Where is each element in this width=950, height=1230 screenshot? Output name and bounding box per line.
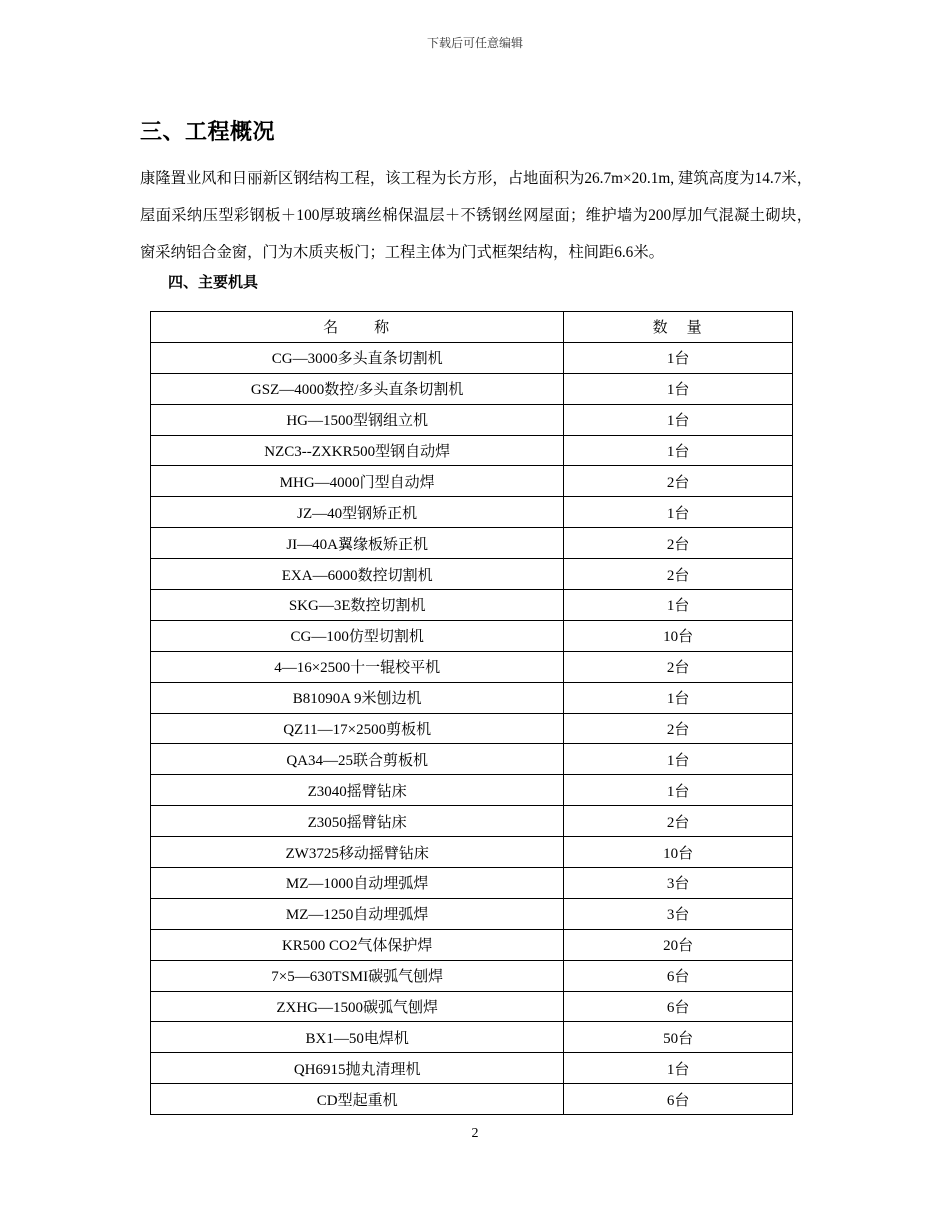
equipment-name: BX1—50电焊机	[151, 1022, 564, 1053]
equipment-quantity: 1台	[564, 342, 793, 373]
table-row	[151, 1022, 793, 1053]
page-header-note: 下载后可任意编辑	[426, 36, 523, 50]
table-row	[151, 466, 793, 497]
table-row	[151, 682, 793, 713]
table-row	[151, 435, 793, 466]
table-row	[151, 497, 793, 528]
table-row	[151, 559, 793, 590]
table-row	[151, 620, 793, 651]
equipment-name: JI—40A翼缘板矫正机	[151, 528, 564, 559]
table-row	[151, 837, 793, 868]
equipment-quantity: 2台	[564, 713, 793, 744]
equipment-quantity: 1台	[564, 1053, 793, 1084]
equipment-quantity: 2台	[564, 806, 793, 837]
equipment-quantity: 6台	[564, 960, 793, 991]
equipment-name: NZC3--ZXKR500型钢自动焊	[151, 435, 564, 466]
equipment-name: CG—3000多头直条切割机	[151, 342, 564, 373]
equipment-name: 7×5—630TSMI碳弧气刨焊	[151, 960, 564, 991]
equipment-name: B81090A 9米刨边机	[151, 682, 564, 713]
column-header-quantity: 数 量	[564, 312, 793, 343]
table-row	[151, 590, 793, 621]
equipment-quantity: 10台	[564, 837, 793, 868]
project-overview-paragraph: 康隆置业风和日丽新区钢结构工程，该工程为长方形，占地面积为26.7m×20.1m, 建筑高度为14.7米，屋面采纳压型彩钢板＋100厚玻璃丝棉保温层＋不锈钢丝网屋面；维护墙为200厚加气混凝土砌块，窗采纳铝合金窗，门为木质夹板门；工程主体为门式框架结构，柱间距6.6米。	[140, 170, 812, 261]
table-row	[151, 929, 793, 960]
equipment-quantity: 3台	[564, 868, 793, 899]
equipment-name: ZW3725移动摇臂钻床	[151, 837, 564, 868]
equipment-quantity: 1台	[564, 590, 793, 621]
equipment-quantity: 1台	[564, 404, 793, 435]
equipment-quantity: 1台	[564, 435, 793, 466]
equipment-name: Z3050摇臂钻床	[151, 806, 564, 837]
column-header-name: 名 称	[151, 312, 564, 343]
equipment-name: EXA—6000数控切割机	[151, 559, 564, 590]
equipment-name: CD型起重机	[151, 1084, 564, 1115]
equipment-quantity: 2台	[564, 559, 793, 590]
equipment-name: QA34—25联合剪板机	[151, 744, 564, 775]
table-row	[151, 868, 793, 899]
equipment-name: CG—100仿型切割机	[151, 620, 564, 651]
equipment-name: 4—16×2500十一辊校平机	[151, 651, 564, 682]
equipment-name: MZ—1250自动埋弧焊	[151, 898, 564, 929]
equipment-quantity: 1台	[564, 744, 793, 775]
equipment-name: ZXHG—1500碳弧气刨焊	[151, 991, 564, 1022]
table-row	[151, 373, 793, 404]
equipment-name: Z3040摇臂钻床	[151, 775, 564, 806]
equipment-quantity: 1台	[564, 775, 793, 806]
table-row	[151, 713, 793, 744]
equipment-quantity: 6台	[564, 991, 793, 1022]
equipment-name: JZ—40型钢矫正机	[151, 497, 564, 528]
table-row	[151, 528, 793, 559]
equipment-name: MHG—4000门型自动焊	[151, 466, 564, 497]
equipment-name: MZ—1000自动埋弧焊	[151, 868, 564, 899]
equipment-name: HG—1500型钢组立机	[151, 404, 564, 435]
equipment-name: GSZ—4000数控/多头直条切割机	[151, 373, 564, 404]
table-row	[151, 651, 793, 682]
equipment-table-body	[151, 342, 793, 1114]
equipment-quantity: 10台	[564, 620, 793, 651]
equipment-quantity: 2台	[564, 466, 793, 497]
equipment-quantity: 6台	[564, 1084, 793, 1115]
equipment-name: KR500 CO2气体保护焊	[151, 929, 564, 960]
table-row	[151, 775, 793, 806]
equipment-quantity: 50台	[564, 1022, 793, 1053]
table-header-row	[151, 312, 793, 343]
equipment-table	[150, 311, 793, 1115]
equipment-quantity: 20台	[564, 929, 793, 960]
equipment-quantity: 1台	[564, 682, 793, 713]
equipment-quantity: 1台	[564, 373, 793, 404]
equipment-quantity: 1台	[564, 497, 793, 528]
equipment-name: QH6915抛丸清理机	[151, 1053, 564, 1084]
equipment-quantity: 2台	[564, 528, 793, 559]
table-row	[151, 744, 793, 775]
equipment-quantity: 2台	[564, 651, 793, 682]
table-row	[151, 1053, 793, 1084]
equipment-quantity: 3台	[564, 898, 793, 929]
table-row	[151, 1084, 793, 1115]
table-row	[151, 342, 793, 373]
subsection-title: 四、主要机具	[168, 273, 259, 291]
equipment-name: SKG—3E数控切割机	[151, 590, 564, 621]
table-row	[151, 898, 793, 929]
table-row	[151, 960, 793, 991]
equipment-name: QZ11—17×2500剪板机	[151, 713, 564, 744]
section-title: 三、工程概况	[140, 120, 276, 145]
table-row	[151, 991, 793, 1022]
page-number: 2	[471, 1126, 479, 1141]
table-row	[151, 806, 793, 837]
table-row	[151, 404, 793, 435]
